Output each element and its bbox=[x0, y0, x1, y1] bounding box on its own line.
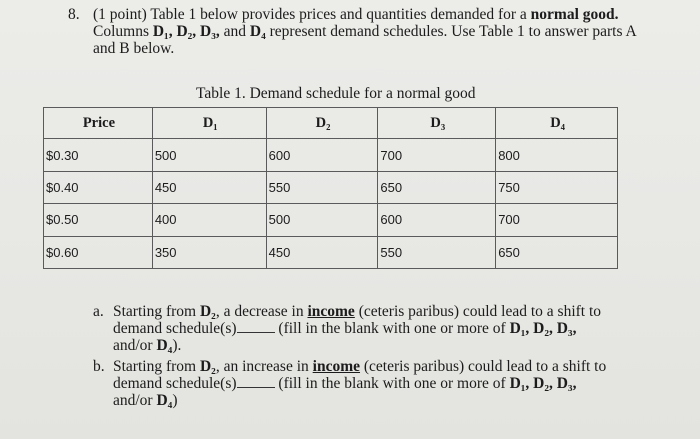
table-cell: 500 bbox=[152, 139, 266, 171]
part-a-line-1: Starting from D₂, a decrease in income (ceteris paribus) could lead to a shift to bbox=[113, 303, 602, 320]
table-cell: 450 bbox=[152, 171, 266, 203]
demand-table bbox=[43, 107, 618, 269]
table-header-row bbox=[44, 108, 618, 139]
part-b-line-3: and/or D₄) bbox=[113, 392, 178, 409]
table-cell: 700 bbox=[378, 139, 496, 171]
question-line-1: (1 point) Table 1 below provides prices and quantities demanded for a normal good. bbox=[93, 6, 619, 23]
table-cell: 500 bbox=[266, 204, 378, 236]
table-cell: 550 bbox=[378, 236, 496, 268]
table-caption: Table 1. Demand schedule for a normal good bbox=[196, 85, 476, 102]
header-price: Price bbox=[44, 108, 153, 139]
table-row bbox=[44, 236, 618, 268]
table-cell: 650 bbox=[378, 171, 496, 203]
header-d4: D₄ bbox=[496, 108, 618, 139]
question-number: 8. bbox=[68, 6, 80, 23]
header-d2: D₂ bbox=[266, 108, 378, 139]
table-cell: $0.40 bbox=[44, 171, 153, 203]
part-a-line-2: demand schedule(s) (fill in the blank with one or more of D₁, D₂, D₃, bbox=[113, 320, 577, 337]
table-cell: 400 bbox=[152, 204, 266, 236]
answer-blank-a[interactable] bbox=[237, 320, 275, 333]
table-cell: 800 bbox=[496, 139, 618, 171]
table-cell: 600 bbox=[266, 139, 378, 171]
table-cell: $0.30 bbox=[44, 139, 153, 171]
table-cell: $0.50 bbox=[44, 204, 153, 236]
table-cell: 350 bbox=[152, 236, 266, 268]
question-line-2: Columns D₁, D₂, D₃, and D₄ represent demand schedules. Use Table 1 to answer parts A bbox=[93, 23, 637, 40]
part-b-label: b. bbox=[93, 358, 105, 375]
part-a-line-3: and/or D₄). bbox=[113, 337, 182, 354]
table-row bbox=[44, 171, 618, 203]
table-cell: $0.60 bbox=[44, 236, 153, 268]
answer-blank-b[interactable] bbox=[237, 375, 275, 388]
table-cell: 650 bbox=[496, 236, 618, 268]
part-b-line-2: demand schedule(s) (fill in the blank with one or more of D₁, D₂, D₃, bbox=[113, 375, 577, 392]
table-cell: 700 bbox=[496, 204, 618, 236]
table-row bbox=[44, 139, 618, 171]
part-a-label: a. bbox=[93, 303, 104, 320]
header-d1: D₁ bbox=[152, 108, 266, 139]
table-cell: 550 bbox=[266, 171, 378, 203]
question-line-3: and B below. bbox=[93, 40, 175, 57]
part-b-line-1: Starting from D₂, an increase in income (ceteris paribus) could lead to a shift to bbox=[113, 358, 607, 375]
table-cell: 450 bbox=[266, 236, 378, 268]
table-row bbox=[44, 204, 618, 236]
table-cell: 750 bbox=[496, 171, 618, 203]
table-cell: 600 bbox=[378, 204, 496, 236]
header-d3: D₃ bbox=[378, 108, 496, 139]
